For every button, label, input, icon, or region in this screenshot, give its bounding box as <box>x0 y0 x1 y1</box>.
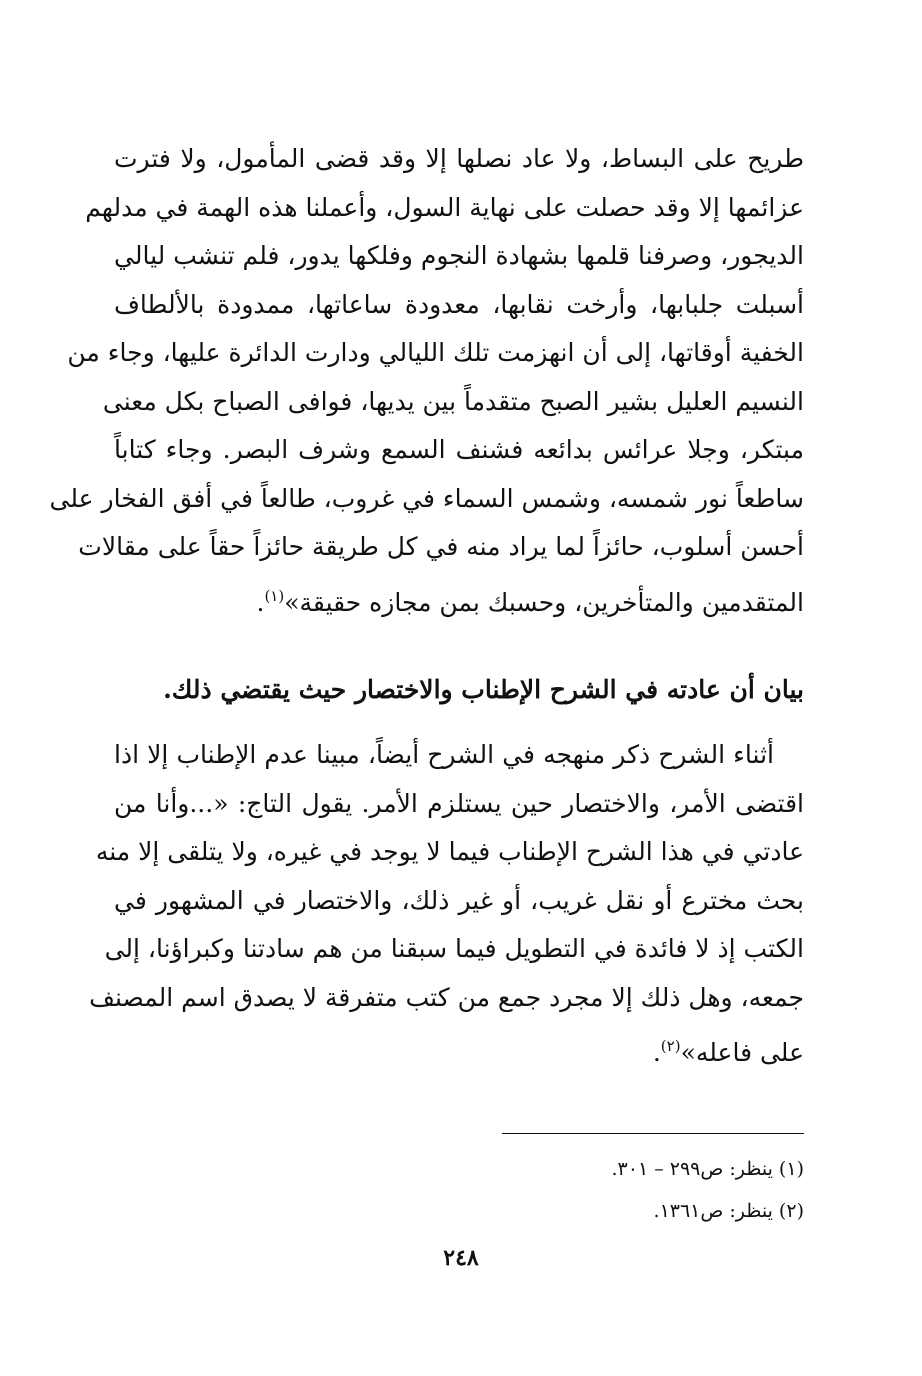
paragraph-2-line: أثناء الشرح ذكر منهجه في الشرح أيضاً، مبينا عدم الإطناب إلا اذا <box>114 740 774 769</box>
paragraph-1-end-mark: . <box>256 587 265 617</box>
paragraph-1-last-line-text: المتقدمين والمتأخرين، وحسبك بمن مجازه حقيقة» <box>284 587 804 617</box>
paragraph-1-line: النسيم العليل بشير الصبح متقدماً بين يديها، فوافى الصباح بكل معنى <box>102 386 804 416</box>
footnote-item: (٢) ينظر: ص١٣٦١. <box>653 1200 804 1222</box>
paragraph-1-last-line <box>114 572 804 621</box>
paragraph-1-line: أسبلت جلبابها، وأرخت نقابها، معدودة ساعاتها، ممدودة بالألطاف <box>114 289 804 319</box>
section-heading: بيان أن عادته في الشرح الإطناب والاختصار حيث يقتضي ذلك. <box>163 675 804 704</box>
paragraph-1-line: عزائمها إلا وقد حصلت على نهاية السول، وأعملنا هذه الهمة في مدلهم <box>85 192 804 222</box>
paragraph-2-line: جمعه، وهل ذلك إلا مجرد جمع من كتب متفرقة لا يصدق اسم المصنف <box>89 982 804 1012</box>
footnote-divider <box>502 1133 804 1134</box>
paragraph-1-line: طريح على البساط، ولا عاد نصلها إلا وقد قضى المأمول، ولا فترت <box>114 144 804 173</box>
paragraph-2-end-mark: . <box>652 1038 661 1067</box>
paragraph-1-line: ساطعاً نور شمسه، وشمس السماء في غروب، طالعاً في أفق الفخار على <box>49 483 804 513</box>
paragraph-2-last-line-text: على فاعله» <box>680 1038 804 1067</box>
paragraph-1-line: الخفية أوقاتها، إلى أن انهزمت تلك الليالي ودارت الدائرة عليها، وجاء من <box>67 338 804 367</box>
paragraph-1 <box>49 135 804 620</box>
paragraph-1-line: أحسن أسلوب، حائزاً لما يراد منه في كل طريقة حائزاً حقاً على مقالات <box>78 532 804 561</box>
paragraph-2-line: اقتضى الأمر، والاختصار حين يستلزم الأمر. يقول التاج: «...وأنا من <box>114 788 804 818</box>
paragraph-2-last-line <box>114 1022 804 1071</box>
footnote-reference-1: (١) <box>264 586 285 605</box>
paragraph-2-line: عادتي في هذا الشرح الإطناب فيما لا يوجد في غيره، ولا يتلقى إلا منه <box>95 837 804 866</box>
page-number: ٢٤٨ <box>443 1245 479 1271</box>
footnotes <box>114 1148 804 1232</box>
footnote-reference-2: (٢) <box>660 1037 681 1055</box>
footnote-item: (١) ينظر: ص٢٩٩ – ٣٠١. <box>611 1158 804 1180</box>
paragraph-2-line: بحث مخترع أو نقل غريب، أو غير ذلك، والاختصار في المشهور في <box>114 885 804 915</box>
paragraph-2-line: الكتب إذ لا فائدة في التطويل فيما سبقنا من هم سادتنا وكبراؤنا، إلى <box>104 934 804 963</box>
paragraph-2 <box>89 731 804 1071</box>
paragraph-1-line: مبتكر، وجلا عرائس بدائعه فشنف السمع وشرف البصر. وجاء كتاباً <box>114 435 804 464</box>
paragraph-1-line: الديجور، وصرفنا قلمها بشهادة النجوم وفلكها يدور، فلم تنشب ليالي <box>114 241 804 270</box>
